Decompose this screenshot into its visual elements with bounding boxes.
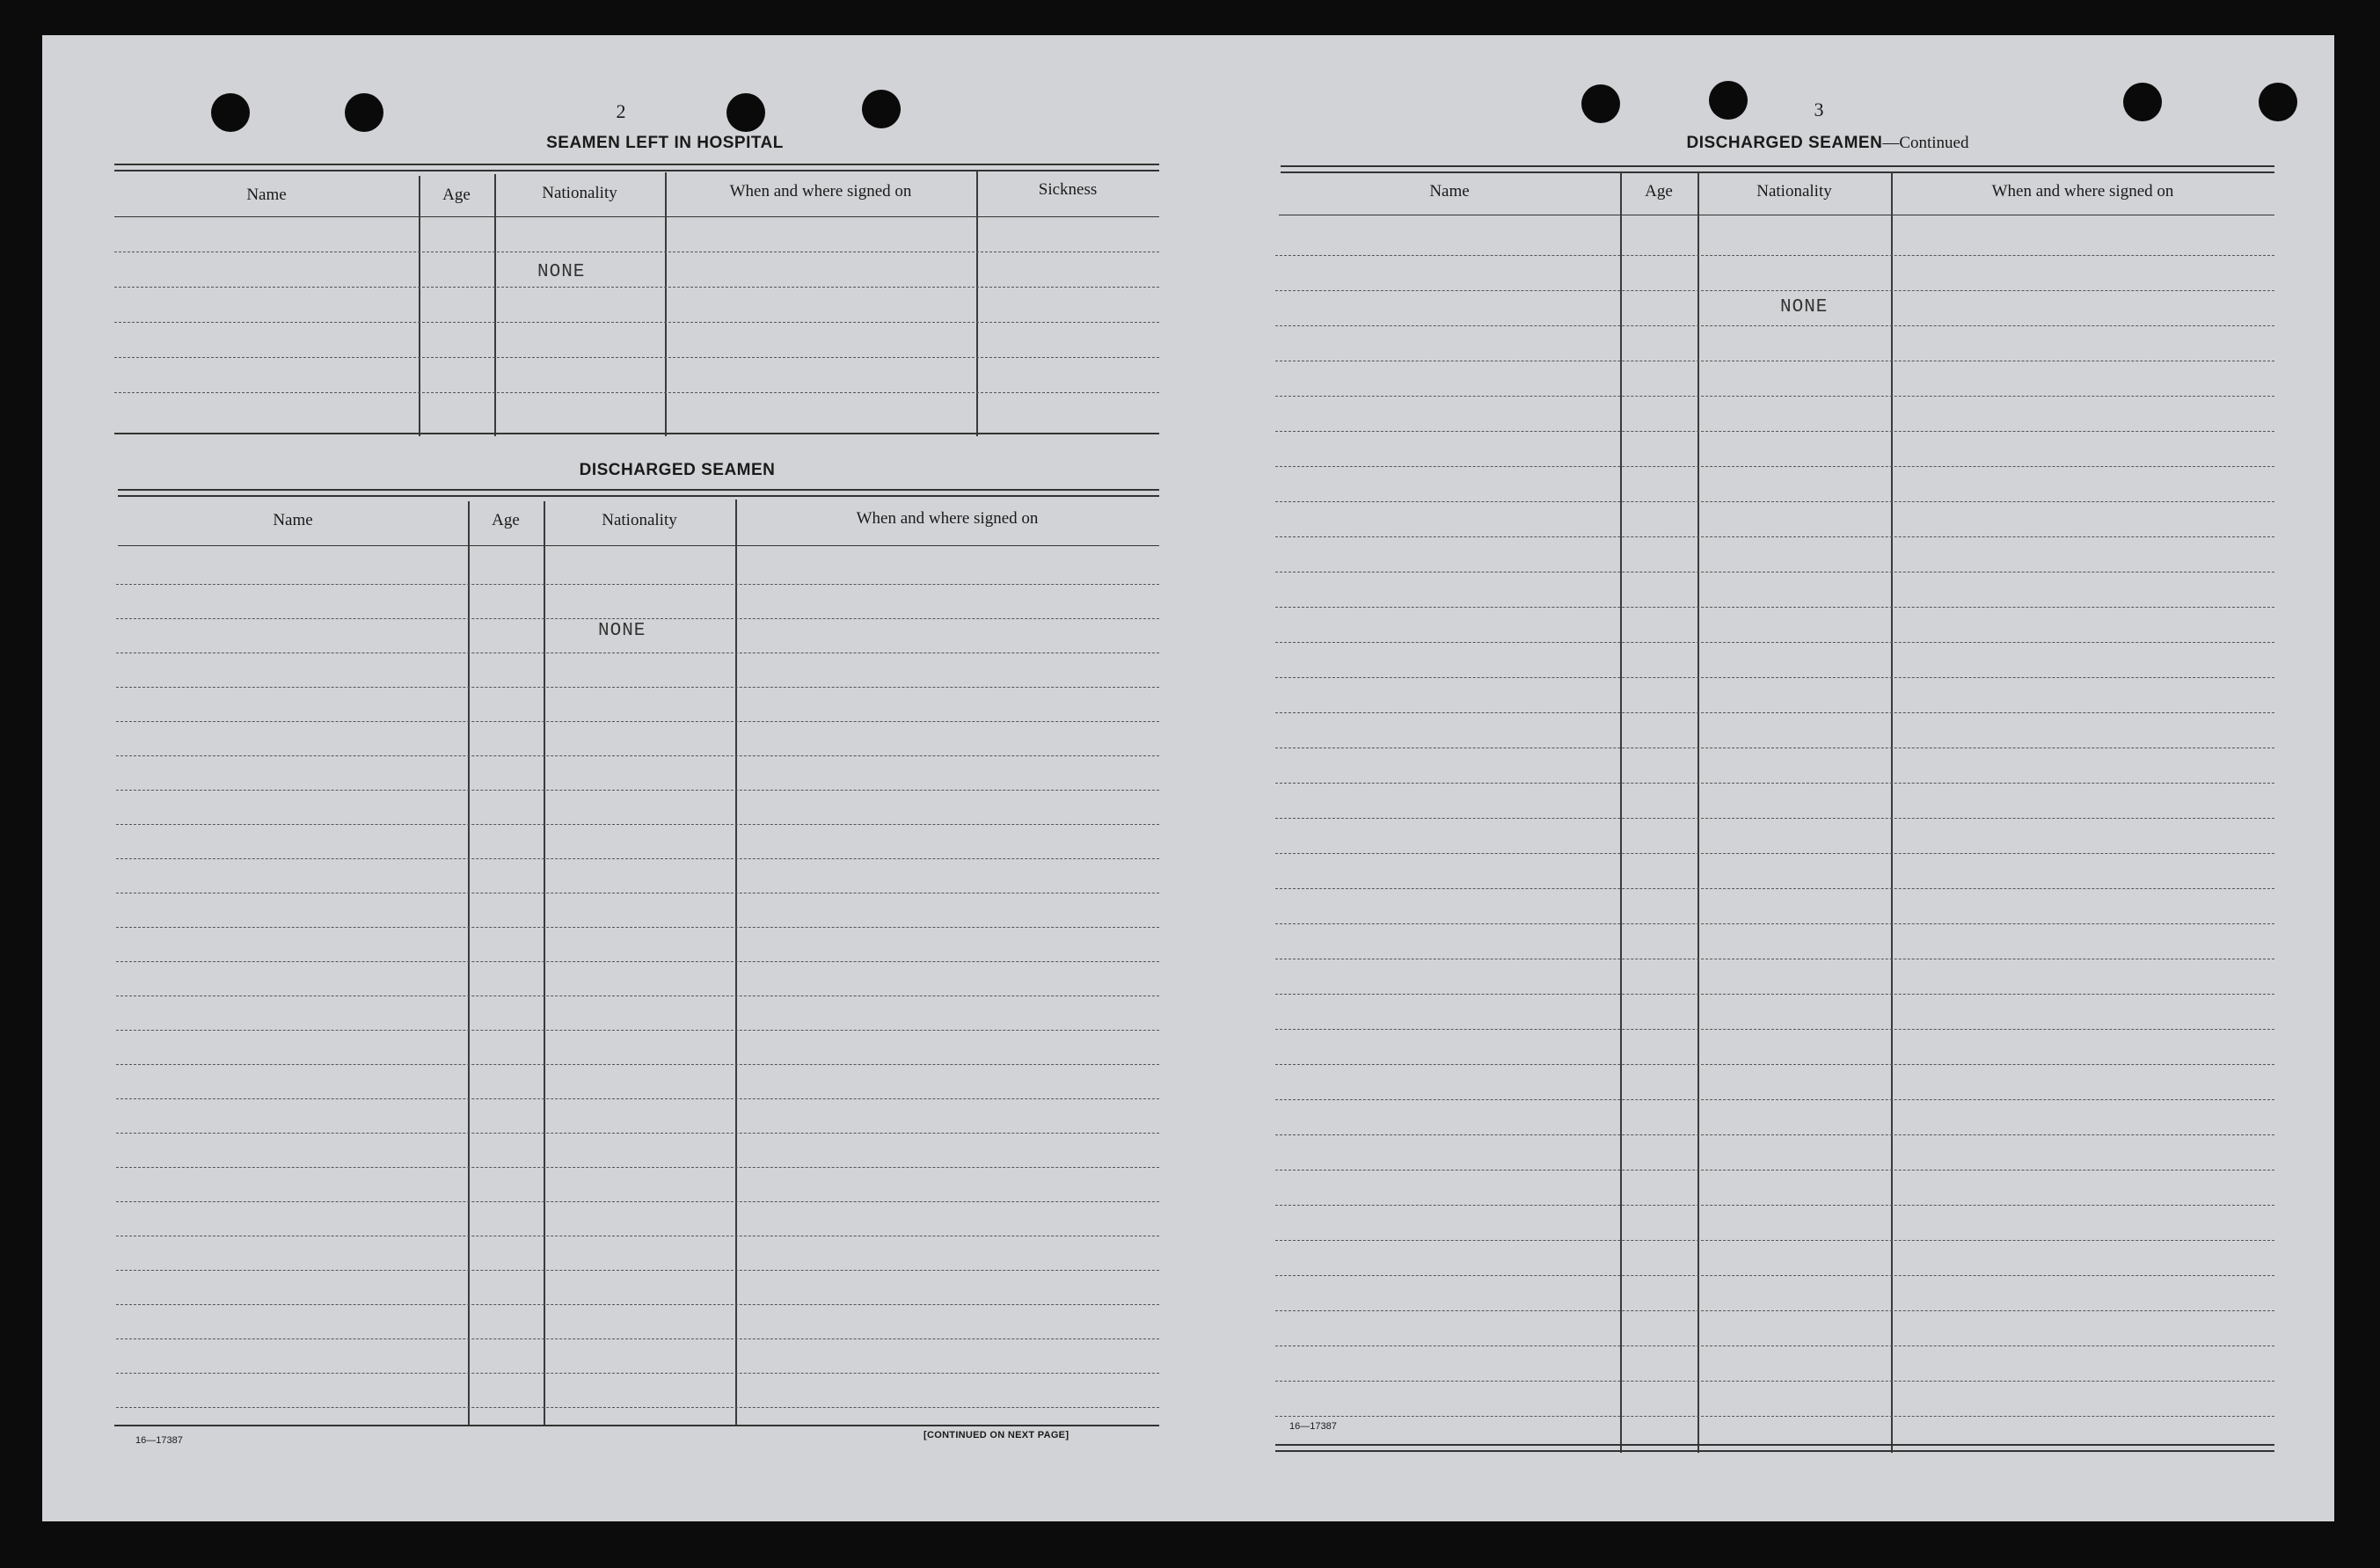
entry-line — [1275, 572, 2274, 573]
punch-hole — [726, 93, 765, 132]
none-stamp: NONE — [1780, 297, 1829, 317]
entry-line — [116, 1098, 1159, 1099]
column-header-nationality: Nationality — [542, 184, 617, 202]
column-header-nationality: Nationality — [1756, 182, 1832, 201]
entry-line — [1275, 466, 2274, 467]
entry-line — [1275, 1310, 2274, 1311]
column-divider — [419, 176, 420, 436]
column-header-name: Name — [1429, 182, 1470, 201]
entry-line — [116, 721, 1159, 722]
entry-line — [1275, 1064, 2274, 1065]
discharged-title-text: DISCHARGED SEAMEN — [1686, 134, 1883, 152]
column-header-age: Age — [492, 511, 520, 529]
entry-line — [1275, 1170, 2274, 1171]
entry-line — [1275, 536, 2274, 537]
column-divider — [1620, 172, 1622, 1453]
entry-line — [116, 790, 1159, 791]
column-divider — [735, 500, 737, 1425]
entry-line — [1275, 501, 2274, 502]
punch-hole — [1709, 81, 1748, 120]
entry-line — [1275, 1134, 2274, 1135]
entry-line — [116, 1064, 1159, 1065]
column-header-nationality: Nationality — [602, 511, 677, 529]
continued-note: [CONTINUED ON NEXT PAGE] — [924, 1430, 1070, 1440]
column-header-age: Age — [1645, 182, 1673, 201]
column-header-signed-on: When and where signed on — [1991, 182, 2174, 201]
entry-line — [1275, 994, 2274, 995]
discharged-section-title: DISCHARGED SEAMEN — [579, 461, 776, 479]
entry-line — [116, 1373, 1159, 1374]
entry-line — [114, 287, 1159, 288]
entry-line — [116, 1133, 1159, 1134]
punch-hole — [345, 93, 383, 132]
entry-line — [114, 357, 1159, 358]
punch-hole — [2123, 83, 2162, 121]
entry-line — [116, 961, 1159, 962]
entry-line — [1275, 607, 2274, 608]
entry-line — [1275, 1275, 2274, 1276]
entry-line — [1275, 1099, 2274, 1100]
hospital-section-title: SEAMEN LEFT IN HOSPITAL — [546, 134, 784, 152]
entry-line — [1275, 888, 2274, 889]
column-divider — [976, 171, 978, 436]
entry-line — [1275, 290, 2274, 291]
continued-suffix: —Continued — [1882, 134, 1969, 152]
header-bottom-rule — [114, 216, 1159, 217]
entry-line — [1275, 1205, 2274, 1206]
form-number: 16—17387 — [135, 1435, 183, 1446]
column-divider — [544, 501, 545, 1426]
entry-line — [1275, 783, 2274, 784]
entry-line — [116, 1030, 1159, 1031]
column-header-name: Name — [273, 511, 313, 529]
column-divider — [665, 172, 667, 436]
entry-line — [1275, 818, 2274, 819]
punch-hole — [1581, 84, 1620, 123]
entry-line — [116, 1167, 1159, 1168]
entry-line — [116, 927, 1159, 928]
table-bottom-rule — [114, 433, 1159, 434]
entry-line — [1275, 712, 2274, 713]
discharged-continued-title — [1564, 134, 2092, 153]
table-bottom-rule — [1275, 1444, 2274, 1452]
entry-line — [114, 322, 1159, 323]
entry-line — [116, 1304, 1159, 1305]
entry-line — [1275, 1381, 2274, 1382]
entry-line — [114, 392, 1159, 393]
punch-hole — [211, 93, 250, 132]
column-divider — [494, 174, 496, 436]
column-header-signed-on: When and where signed on — [856, 509, 1039, 528]
entry-line — [1275, 923, 2274, 924]
entry-line — [116, 1407, 1159, 1408]
table-bottom-rule — [114, 1425, 1159, 1426]
page-number: 3 — [1814, 98, 1824, 120]
entry-line — [116, 824, 1159, 825]
entry-line — [1275, 255, 2274, 256]
form-number: 16—17387 — [1289, 1421, 1337, 1432]
punch-hole — [2259, 83, 2297, 121]
column-header-age: Age — [442, 186, 471, 204]
column-header-signed-on: When and where signed on — [729, 182, 912, 201]
entry-line — [1275, 853, 2274, 854]
header-bottom-rule — [118, 545, 1159, 546]
right-page — [1203, 35, 2334, 1521]
entry-line — [1275, 642, 2274, 643]
punch-hole — [862, 90, 901, 128]
entry-line — [1275, 431, 2274, 432]
entry-line — [1275, 1416, 2274, 1417]
entry-line — [116, 995, 1159, 996]
header-rule — [118, 489, 1159, 497]
entry-line — [1275, 1240, 2274, 1241]
entry-line — [116, 584, 1159, 585]
entry-line — [116, 1270, 1159, 1271]
entry-line — [1275, 325, 2274, 326]
left-page — [42, 35, 1186, 1521]
none-stamp: NONE — [598, 621, 646, 641]
column-header-sickness: Sickness — [1038, 180, 1098, 199]
entry-line — [116, 687, 1159, 688]
document-paper — [42, 35, 2334, 1521]
column-divider — [468, 501, 470, 1426]
page-number: 2 — [616, 100, 626, 122]
entry-line — [116, 1338, 1159, 1339]
entry-line — [1275, 677, 2274, 678]
column-divider — [1891, 172, 1893, 1453]
none-stamp: NONE — [537, 262, 586, 282]
entry-line — [116, 858, 1159, 859]
column-divider — [1697, 172, 1699, 1453]
entry-line — [1275, 1029, 2274, 1030]
entry-line — [116, 618, 1159, 619]
column-header-name: Name — [246, 186, 287, 204]
entry-line — [1275, 396, 2274, 397]
entry-line — [116, 755, 1159, 756]
entry-line — [116, 1201, 1159, 1202]
